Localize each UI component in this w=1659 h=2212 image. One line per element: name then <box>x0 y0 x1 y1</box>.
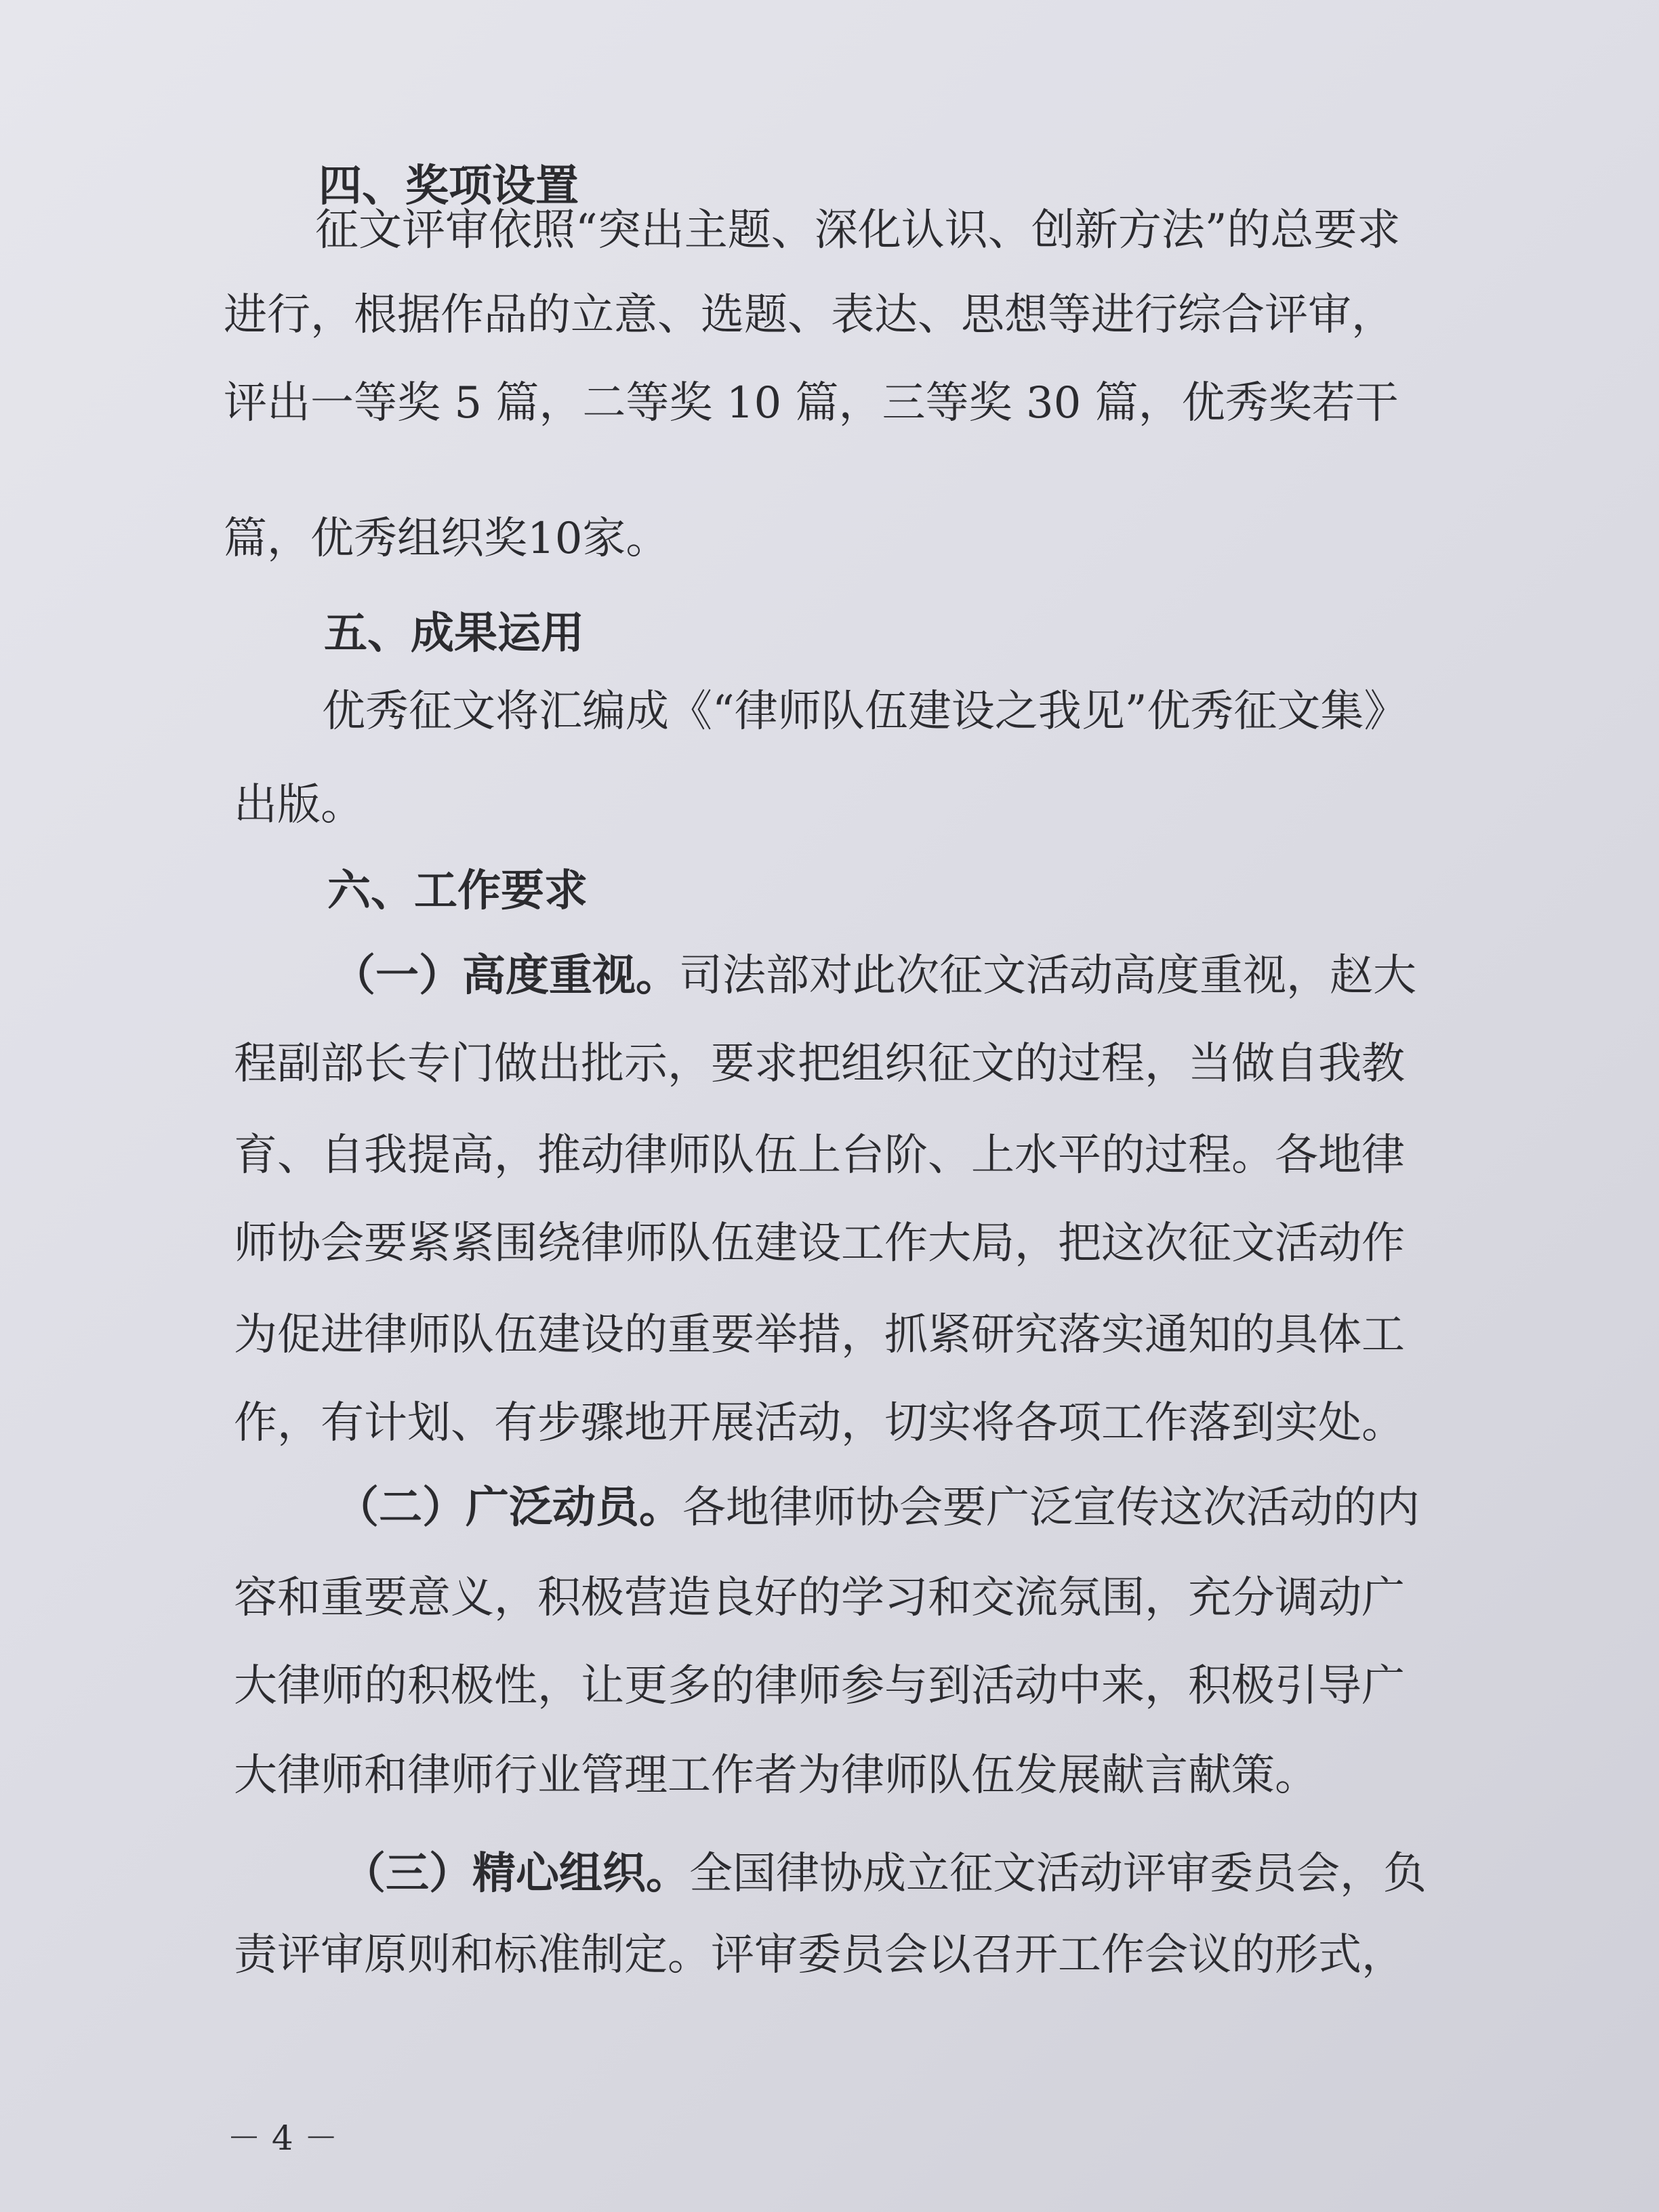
item1-line-6: 作，有计划、有步骤地开展活动，切实将各项工作落到实处。 <box>234 1398 1405 1448</box>
item2-title: （二）广泛动员。 <box>335 1483 682 1533</box>
section5-heading: 五、成果运用 <box>324 609 584 659</box>
item3-first-line <box>342 1847 1427 1901</box>
item1-line-2: 程副部长专门做出批示，要求把组织征文的过程，当做自我教 <box>234 1039 1405 1089</box>
section5-line-1: 优秀征文将汇编成《“律师队伍建设之我见”优秀征文集》 <box>322 687 1408 737</box>
item2-first-line-text: 各地律师协会要广泛宣传这次活动的内 <box>682 1483 1420 1533</box>
item2-line-4: 大律师和律师行业管理工作者为律师队伍发展献言献策。 <box>234 1750 1318 1801</box>
item1-line-5: 为促进律师队伍建设的重要举措，抓紧研究落实通知的具体工 <box>234 1310 1405 1360</box>
section4-heading: 四、奖项设置 <box>319 161 579 211</box>
item2-line-2: 容和重要意义，积极营造良好的学习和交流氛围，充分调动广 <box>234 1573 1405 1623</box>
section5-line-2: 出版。 <box>234 780 364 830</box>
item3-first-line-text: 全国律协成立征文活动评审委员会，负 <box>689 1849 1427 1899</box>
item3-title: （三）精心组织。 <box>342 1849 689 1899</box>
item1-first-line-text: 司法部对此次征文活动高度重视，赵大 <box>679 951 1416 1001</box>
page-number: － 4 － <box>227 2118 338 2158</box>
item1-first-line <box>332 949 1416 1003</box>
item2-first-line <box>335 1481 1420 1535</box>
section6-heading: 六、工作要求 <box>327 866 588 916</box>
item3-line-2: 责评审原则和标准制定。评审委员会以召开工作会议的形式， <box>234 1930 1405 1980</box>
item1-line-4: 师协会要紧紧围绕律师队伍建设工作大局，把这次征文活动作 <box>234 1218 1405 1269</box>
section4-line-4: 篇，优秀组织奖10家。 <box>224 514 670 564</box>
item1-title: （一）高度重视。 <box>332 951 679 1001</box>
section4-line-3: 评出一等奖 5 篇，二等奖 10 篇，三等奖 30 篇，优秀奖若干 <box>224 378 1399 428</box>
item1-line-3: 育、自我提高，推动律师队伍上台阶、上水平的过程。各地律 <box>234 1130 1405 1181</box>
section4-line-2: 进行，根据作品的立意、选题、表达、思想等进行综合评审， <box>224 290 1395 340</box>
item2-line-3: 大律师的积极性，让更多的律师参与到活动中来，积极引导广 <box>234 1661 1405 1711</box>
section4-line-1: 征文评审依照“突出主题、深化认识、创新方法”的总要求 <box>315 205 1401 255</box>
